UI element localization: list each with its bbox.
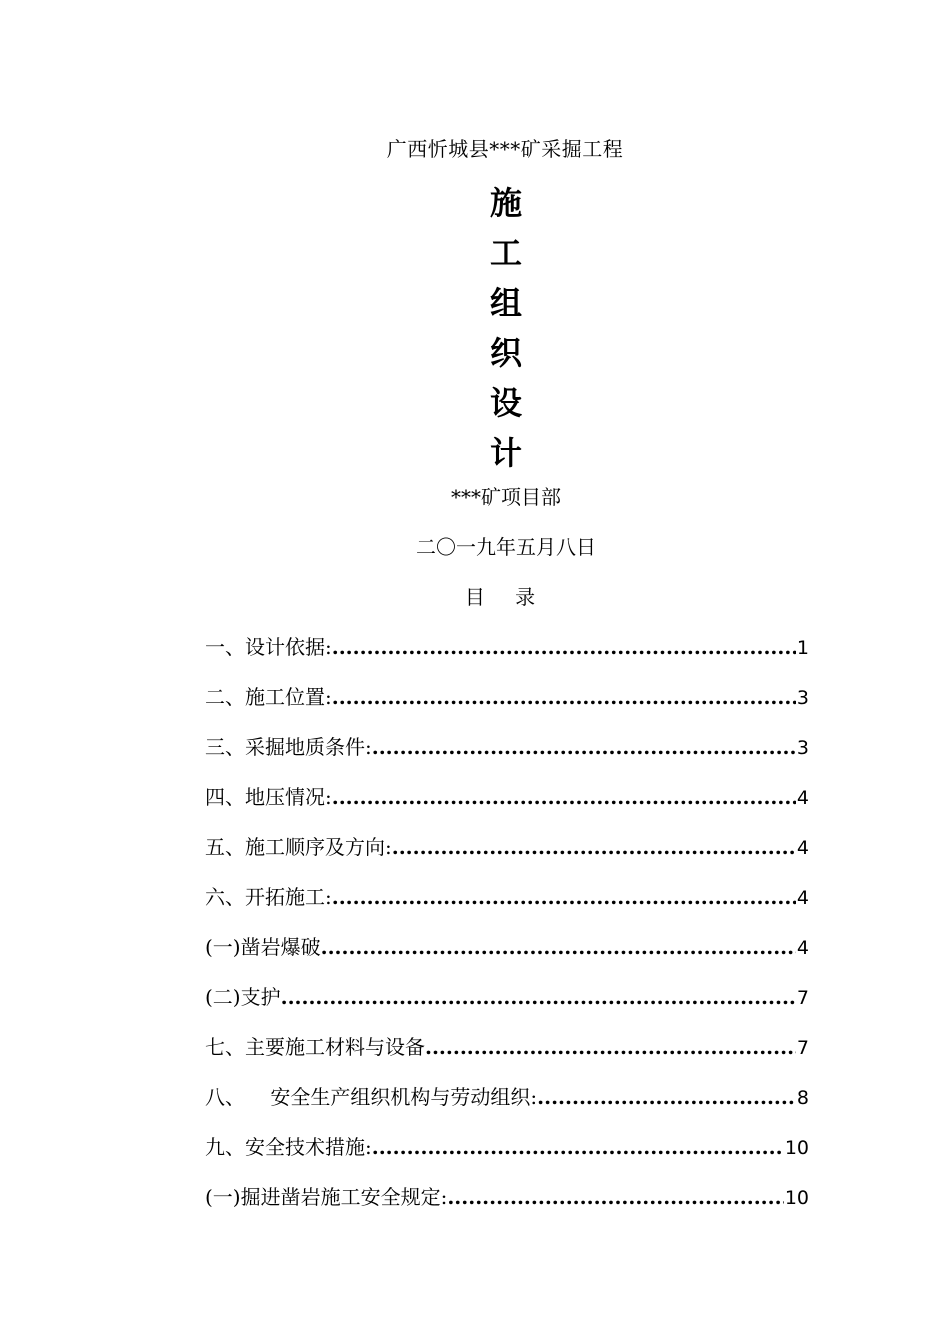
toc-entry-page: 3 (796, 687, 809, 709)
toc-entry-page: 10 (784, 1187, 809, 1209)
toc-entry-label: (一)掘进凿岩施工安全规定: (205, 1185, 448, 1209)
toc-leader-dots (425, 1032, 796, 1062)
toc-entry[interactable] (205, 1182, 809, 1232)
toc-entry-page: 4 (796, 887, 809, 909)
toc-entry[interactable] (205, 832, 809, 882)
toc-entry-label: (一)凿岩爆破 (205, 935, 321, 959)
toc-entry[interactable] (205, 1082, 809, 1132)
toc-entry-page: 10 (784, 1137, 809, 1159)
table-of-contents (205, 632, 809, 1232)
toc-leader-dots (332, 782, 796, 812)
toc-entry[interactable] (205, 682, 809, 732)
toc-entry-page: 7 (796, 1037, 809, 1059)
toc-entry-label: 六、开拓施工: (205, 885, 332, 909)
toc-entry-label: 八、 安全生产组织机构与劳动组织: (205, 1085, 538, 1109)
title-char: 计 (489, 434, 522, 472)
toc-entry-label: 四、地压情况: (205, 785, 332, 809)
toc-entry[interactable] (205, 732, 809, 782)
title-char: 工 (489, 234, 522, 272)
title-char: 组 (489, 284, 522, 322)
toc-entry[interactable] (205, 1032, 809, 1082)
department-name: ***矿项目部 (451, 485, 561, 509)
document-title (0, 178, 950, 478)
toc-leader-dots (281, 982, 796, 1012)
toc-leader-dots (537, 1082, 796, 1112)
toc-leader-dots (392, 832, 796, 862)
toc-leader-dots (321, 932, 796, 962)
toc-entry-label: 九、安全技术措施: (205, 1135, 372, 1159)
toc-entry[interactable] (205, 1132, 809, 1182)
document-date: 二〇一九年五月八日 (416, 535, 596, 559)
toc-entry-page: 4 (796, 837, 809, 859)
toc-leader-dots (372, 732, 796, 762)
toc-entry-label: 三、采掘地质条件: (205, 735, 372, 759)
toc-entry-page: 8 (796, 1087, 809, 1109)
toc-entry-page: 7 (796, 987, 809, 1009)
toc-entry-page: 1 (796, 637, 809, 659)
toc-entry-label: 五、施工顺序及方向: (205, 835, 392, 859)
toc-entry-label: (二)支护 (205, 985, 281, 1009)
toc-heading: 目 录 (464, 585, 548, 609)
toc-entry[interactable] (205, 982, 809, 1032)
title-char: 织 (489, 334, 522, 372)
toc-leader-dots (447, 1182, 783, 1212)
toc-entry-label: 一、设计依据: (205, 635, 332, 659)
toc-entry-label: 七、主要施工材料与设备 (205, 1035, 425, 1059)
title-char: 设 (489, 384, 522, 422)
toc-entry[interactable] (205, 632, 809, 682)
toc-leader-dots (332, 632, 796, 662)
project-subtitle: 广西忻城县***矿采掘工程 (386, 137, 624, 161)
toc-entry-label: 二、施工位置: (205, 685, 332, 709)
toc-leader-dots (332, 882, 796, 912)
toc-leader-dots (332, 682, 796, 712)
toc-entry-page: 4 (796, 937, 809, 959)
toc-entry[interactable] (205, 932, 809, 982)
toc-entry[interactable] (205, 882, 809, 932)
toc-entry[interactable] (205, 782, 809, 832)
title-char: 施 (489, 184, 522, 222)
toc-leader-dots (372, 1132, 784, 1162)
toc-entry-page: 3 (796, 737, 809, 759)
toc-entry-page: 4 (796, 787, 809, 809)
